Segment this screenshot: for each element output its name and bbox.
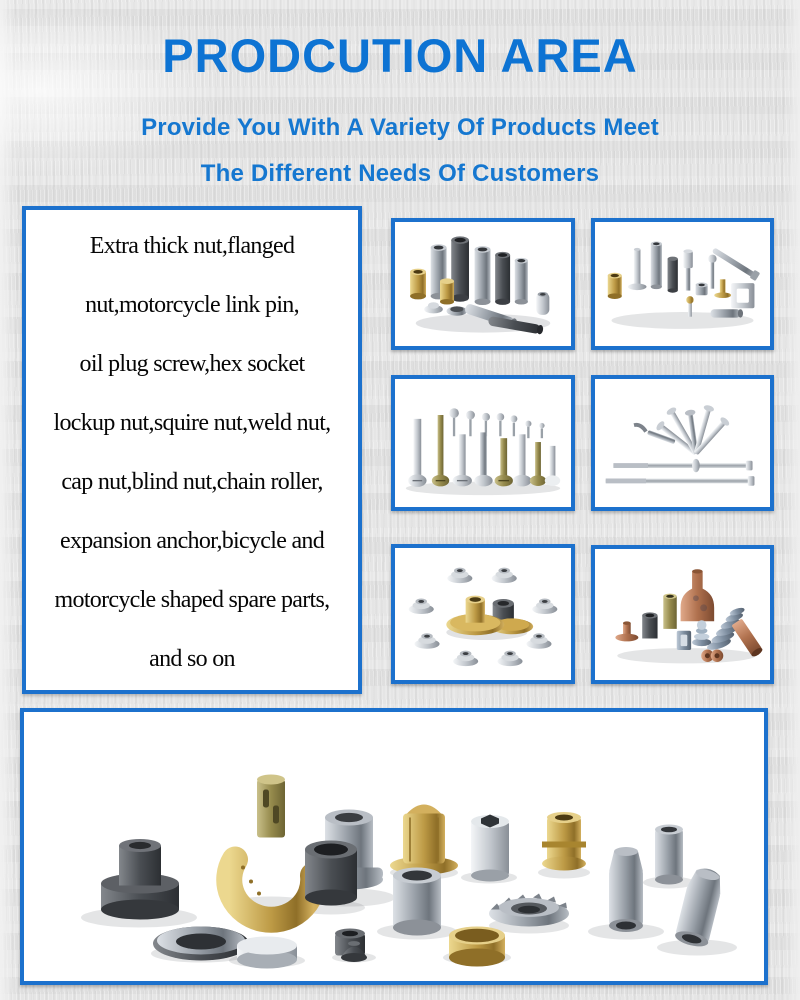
sleeve-nuts-and-bushings-photo xyxy=(391,218,575,350)
page-title: PRODCUTION AREA xyxy=(162,29,638,82)
description-line: cap nut,blind nut,chain roller, xyxy=(61,469,323,495)
description-line: nut,motorcycle link pin, xyxy=(85,292,299,318)
product-description-box xyxy=(22,206,362,694)
long-bolts-photo xyxy=(591,375,774,511)
nuts-and-bushings-collection-photo xyxy=(20,708,768,985)
copper-shaped-parts-photo xyxy=(591,545,774,684)
description-line: lockup nut,squire nut,weld nut, xyxy=(53,410,331,436)
description-line: oil plug screw,hex socket xyxy=(79,351,305,377)
screws-assortment-photo xyxy=(391,375,575,511)
description-line: Extra thick nut,flanged xyxy=(89,233,295,259)
t-nuts-photo xyxy=(391,544,575,684)
description-line: expansion anchor,bicycle and xyxy=(60,528,324,554)
pins-and-rivets-photo xyxy=(591,218,774,350)
page-subtitle-line2: The Different Needs Of Customers xyxy=(200,160,600,187)
page-subtitle-line1: Provide You With A Variety Of Products Meet xyxy=(141,114,659,141)
description-line: and so on xyxy=(149,646,235,672)
description-line: motorcycle shaped spare parts, xyxy=(54,587,330,613)
product-description-text xyxy=(26,210,358,689)
